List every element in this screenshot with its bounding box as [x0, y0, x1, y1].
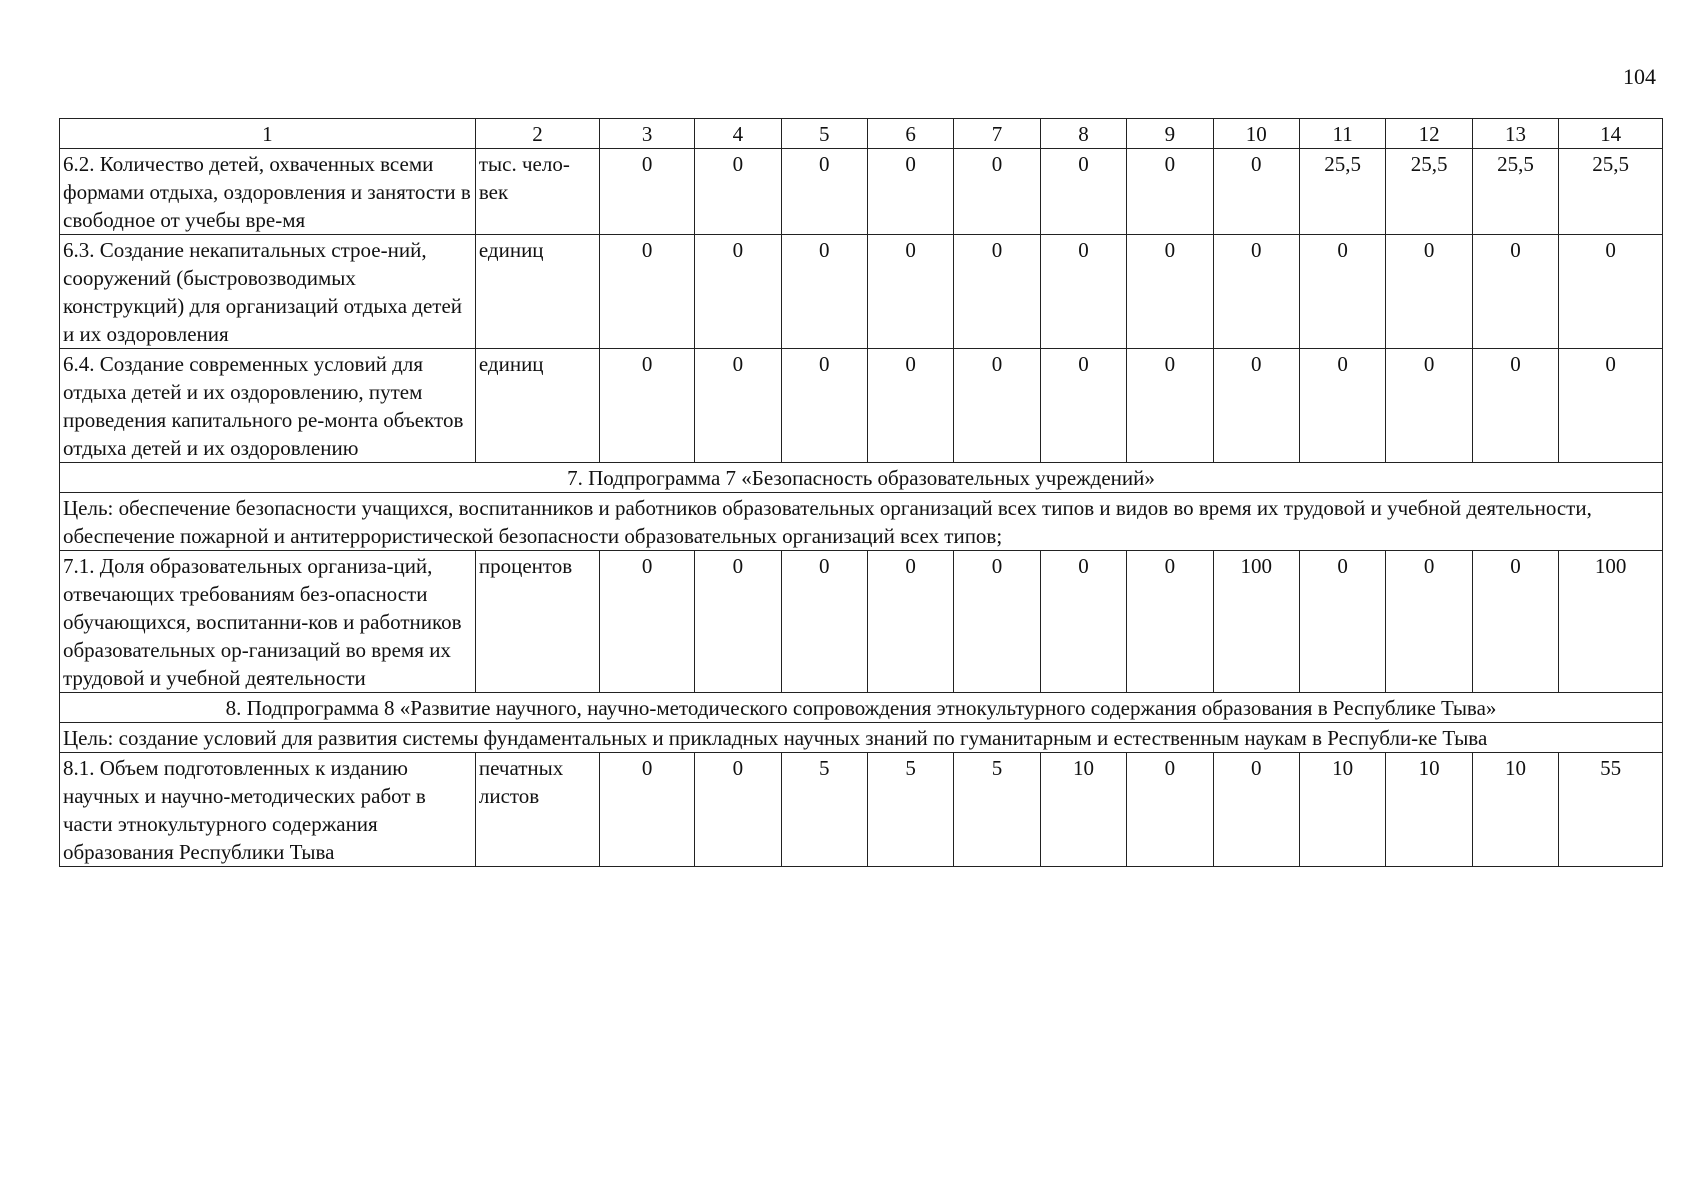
column-number: 12 — [1386, 119, 1472, 149]
table-body — [60, 119, 1663, 867]
indicator-value: 5 — [954, 753, 1040, 867]
column-number: 13 — [1472, 119, 1558, 149]
indicator-unit: процентов — [475, 551, 599, 693]
indicator-row — [60, 551, 1663, 693]
indicator-value: 0 — [695, 349, 781, 463]
indicator-value: 0 — [1040, 235, 1126, 349]
indicator-name: 8.1. Объем подготовленных к изданию научных и научно-методических работ в части этнокультурного содержания образования Республики Тыва — [60, 753, 476, 867]
column-number: 4 — [695, 119, 781, 149]
page-number: 104 — [1623, 64, 1656, 89]
indicator-value: 0 — [1213, 753, 1299, 867]
column-number: 6 — [867, 119, 953, 149]
indicator-value: 0 — [781, 149, 867, 235]
indicator-value: 0 — [600, 235, 695, 349]
column-number: 9 — [1127, 119, 1213, 149]
indicator-value: 0 — [1559, 235, 1663, 349]
indicator-value: 0 — [1299, 235, 1385, 349]
indicator-value: 0 — [1127, 149, 1213, 235]
indicator-value: 5 — [781, 753, 867, 867]
column-number: 11 — [1299, 119, 1385, 149]
indicator-value: 0 — [954, 551, 1040, 693]
indicator-value: 0 — [695, 235, 781, 349]
column-number: 3 — [600, 119, 695, 149]
indicator-value: 0 — [1127, 753, 1213, 867]
indicator-value: 0 — [1213, 349, 1299, 463]
indicator-value: 0 — [600, 753, 695, 867]
indicator-value: 0 — [600, 149, 695, 235]
indicator-unit: печатных листов — [475, 753, 599, 867]
column-number: 10 — [1213, 119, 1299, 149]
indicator-value: 100 — [1213, 551, 1299, 693]
indicator-value: 0 — [1299, 349, 1385, 463]
indicator-value: 0 — [1127, 551, 1213, 693]
indicator-value: 25,5 — [1472, 149, 1558, 235]
column-number: 7 — [954, 119, 1040, 149]
column-number-row — [60, 119, 1663, 149]
indicator-value: 0 — [781, 235, 867, 349]
indicator-value: 0 — [1472, 551, 1558, 693]
goal-text: Цель: обеспечение безопасности учащихся, воспитанников и работников образовательных организаций всех типов и видов во время их трудовой и учебной деятельности, обеспечение пожарной и антитеррористической безопасности образовательных организаций всех типов; — [60, 493, 1663, 551]
indicator-value: 25,5 — [1559, 149, 1663, 235]
indicator-value: 0 — [1213, 149, 1299, 235]
indicator-value: 0 — [695, 551, 781, 693]
column-number: 14 — [1559, 119, 1663, 149]
goal-row — [60, 493, 1663, 551]
indicator-unit: тыс. чело-век — [475, 149, 599, 235]
indicator-value: 10 — [1040, 753, 1126, 867]
indicator-value: 10 — [1472, 753, 1558, 867]
indicator-value: 0 — [954, 349, 1040, 463]
indicator-name: 6.2. Количество детей, охваченных всеми формами отдыха, оздоровления и занятости в свободное от учебы вре-мя — [60, 149, 476, 235]
indicator-value: 0 — [1213, 235, 1299, 349]
indicator-value: 0 — [867, 235, 953, 349]
indicator-value: 0 — [1472, 235, 1558, 349]
subprogram-title: 7. Подпрограмма 7 «Безопасность образовательных учреждений» — [60, 463, 1663, 493]
indicator-value: 0 — [954, 149, 1040, 235]
indicator-value: 0 — [1040, 349, 1126, 463]
indicator-value: 0 — [1386, 349, 1472, 463]
column-number: 2 — [475, 119, 599, 149]
indicator-value: 0 — [1386, 551, 1472, 693]
indicator-name: 6.4. Создание современных условий для отдыха детей и их оздоровлению, путем проведения капитального ре-монта объектов отдыха детей и их оздоровлению — [60, 349, 476, 463]
indicator-row — [60, 235, 1663, 349]
column-number: 8 — [1040, 119, 1126, 149]
indicator-value: 0 — [867, 349, 953, 463]
indicator-value: 0 — [1299, 551, 1385, 693]
indicator-value: 0 — [1386, 235, 1472, 349]
indicator-value: 100 — [1559, 551, 1663, 693]
indicator-value: 0 — [867, 551, 953, 693]
indicator-value: 0 — [781, 551, 867, 693]
indicator-unit: единиц — [475, 235, 599, 349]
indicator-value: 0 — [1040, 551, 1126, 693]
indicator-row — [60, 753, 1663, 867]
indicator-value: 25,5 — [1299, 149, 1385, 235]
indicator-row — [60, 349, 1663, 463]
indicator-value: 10 — [1299, 753, 1385, 867]
indicator-name: 7.1. Доля образовательных организа-ций, отвечающих требованиям без-опасности обучающихся, воспитанни-ков и работников образовательных ор-ганизаций во время их трудовой и учебной деятельности — [60, 551, 476, 693]
indicator-row — [60, 149, 1663, 235]
indicator-value: 0 — [600, 349, 695, 463]
column-number: 5 — [781, 119, 867, 149]
indicators-table — [59, 118, 1663, 867]
indicator-value: 0 — [600, 551, 695, 693]
indicator-value: 5 — [867, 753, 953, 867]
indicator-value: 0 — [1127, 349, 1213, 463]
indicator-value: 25,5 — [1386, 149, 1472, 235]
indicator-value: 10 — [1386, 753, 1472, 867]
subprogram-title: 8. Подпрограмма 8 «Развитие научного, научно-методического сопровождения этнокультурного содержания образования в Республике Тыва» — [60, 693, 1663, 723]
goal-row — [60, 723, 1663, 753]
indicator-unit: единиц — [475, 349, 599, 463]
indicator-value: 0 — [954, 235, 1040, 349]
subprogram-row — [60, 463, 1663, 493]
subprogram-row — [60, 693, 1663, 723]
indicator-value: 0 — [1040, 149, 1126, 235]
indicator-value: 0 — [1559, 349, 1663, 463]
indicator-value: 0 — [1472, 349, 1558, 463]
indicator-value: 0 — [1127, 235, 1213, 349]
indicator-value: 0 — [867, 149, 953, 235]
indicator-value: 0 — [695, 753, 781, 867]
indicator-name: 6.3. Создание некапитальных строе-ний, сооружений (быстровозводимых конструкций) для организаций отдыха детей и их оздоровления — [60, 235, 476, 349]
indicator-value: 0 — [781, 349, 867, 463]
column-number: 1 — [60, 119, 476, 149]
goal-text: Цель: создание условий для развития системы фундаментальных и прикладных научных знаний по гуманитарным и естественным наукам в Республи-ке Тыва — [60, 723, 1663, 753]
indicator-value: 0 — [695, 149, 781, 235]
indicator-value: 55 — [1559, 753, 1663, 867]
